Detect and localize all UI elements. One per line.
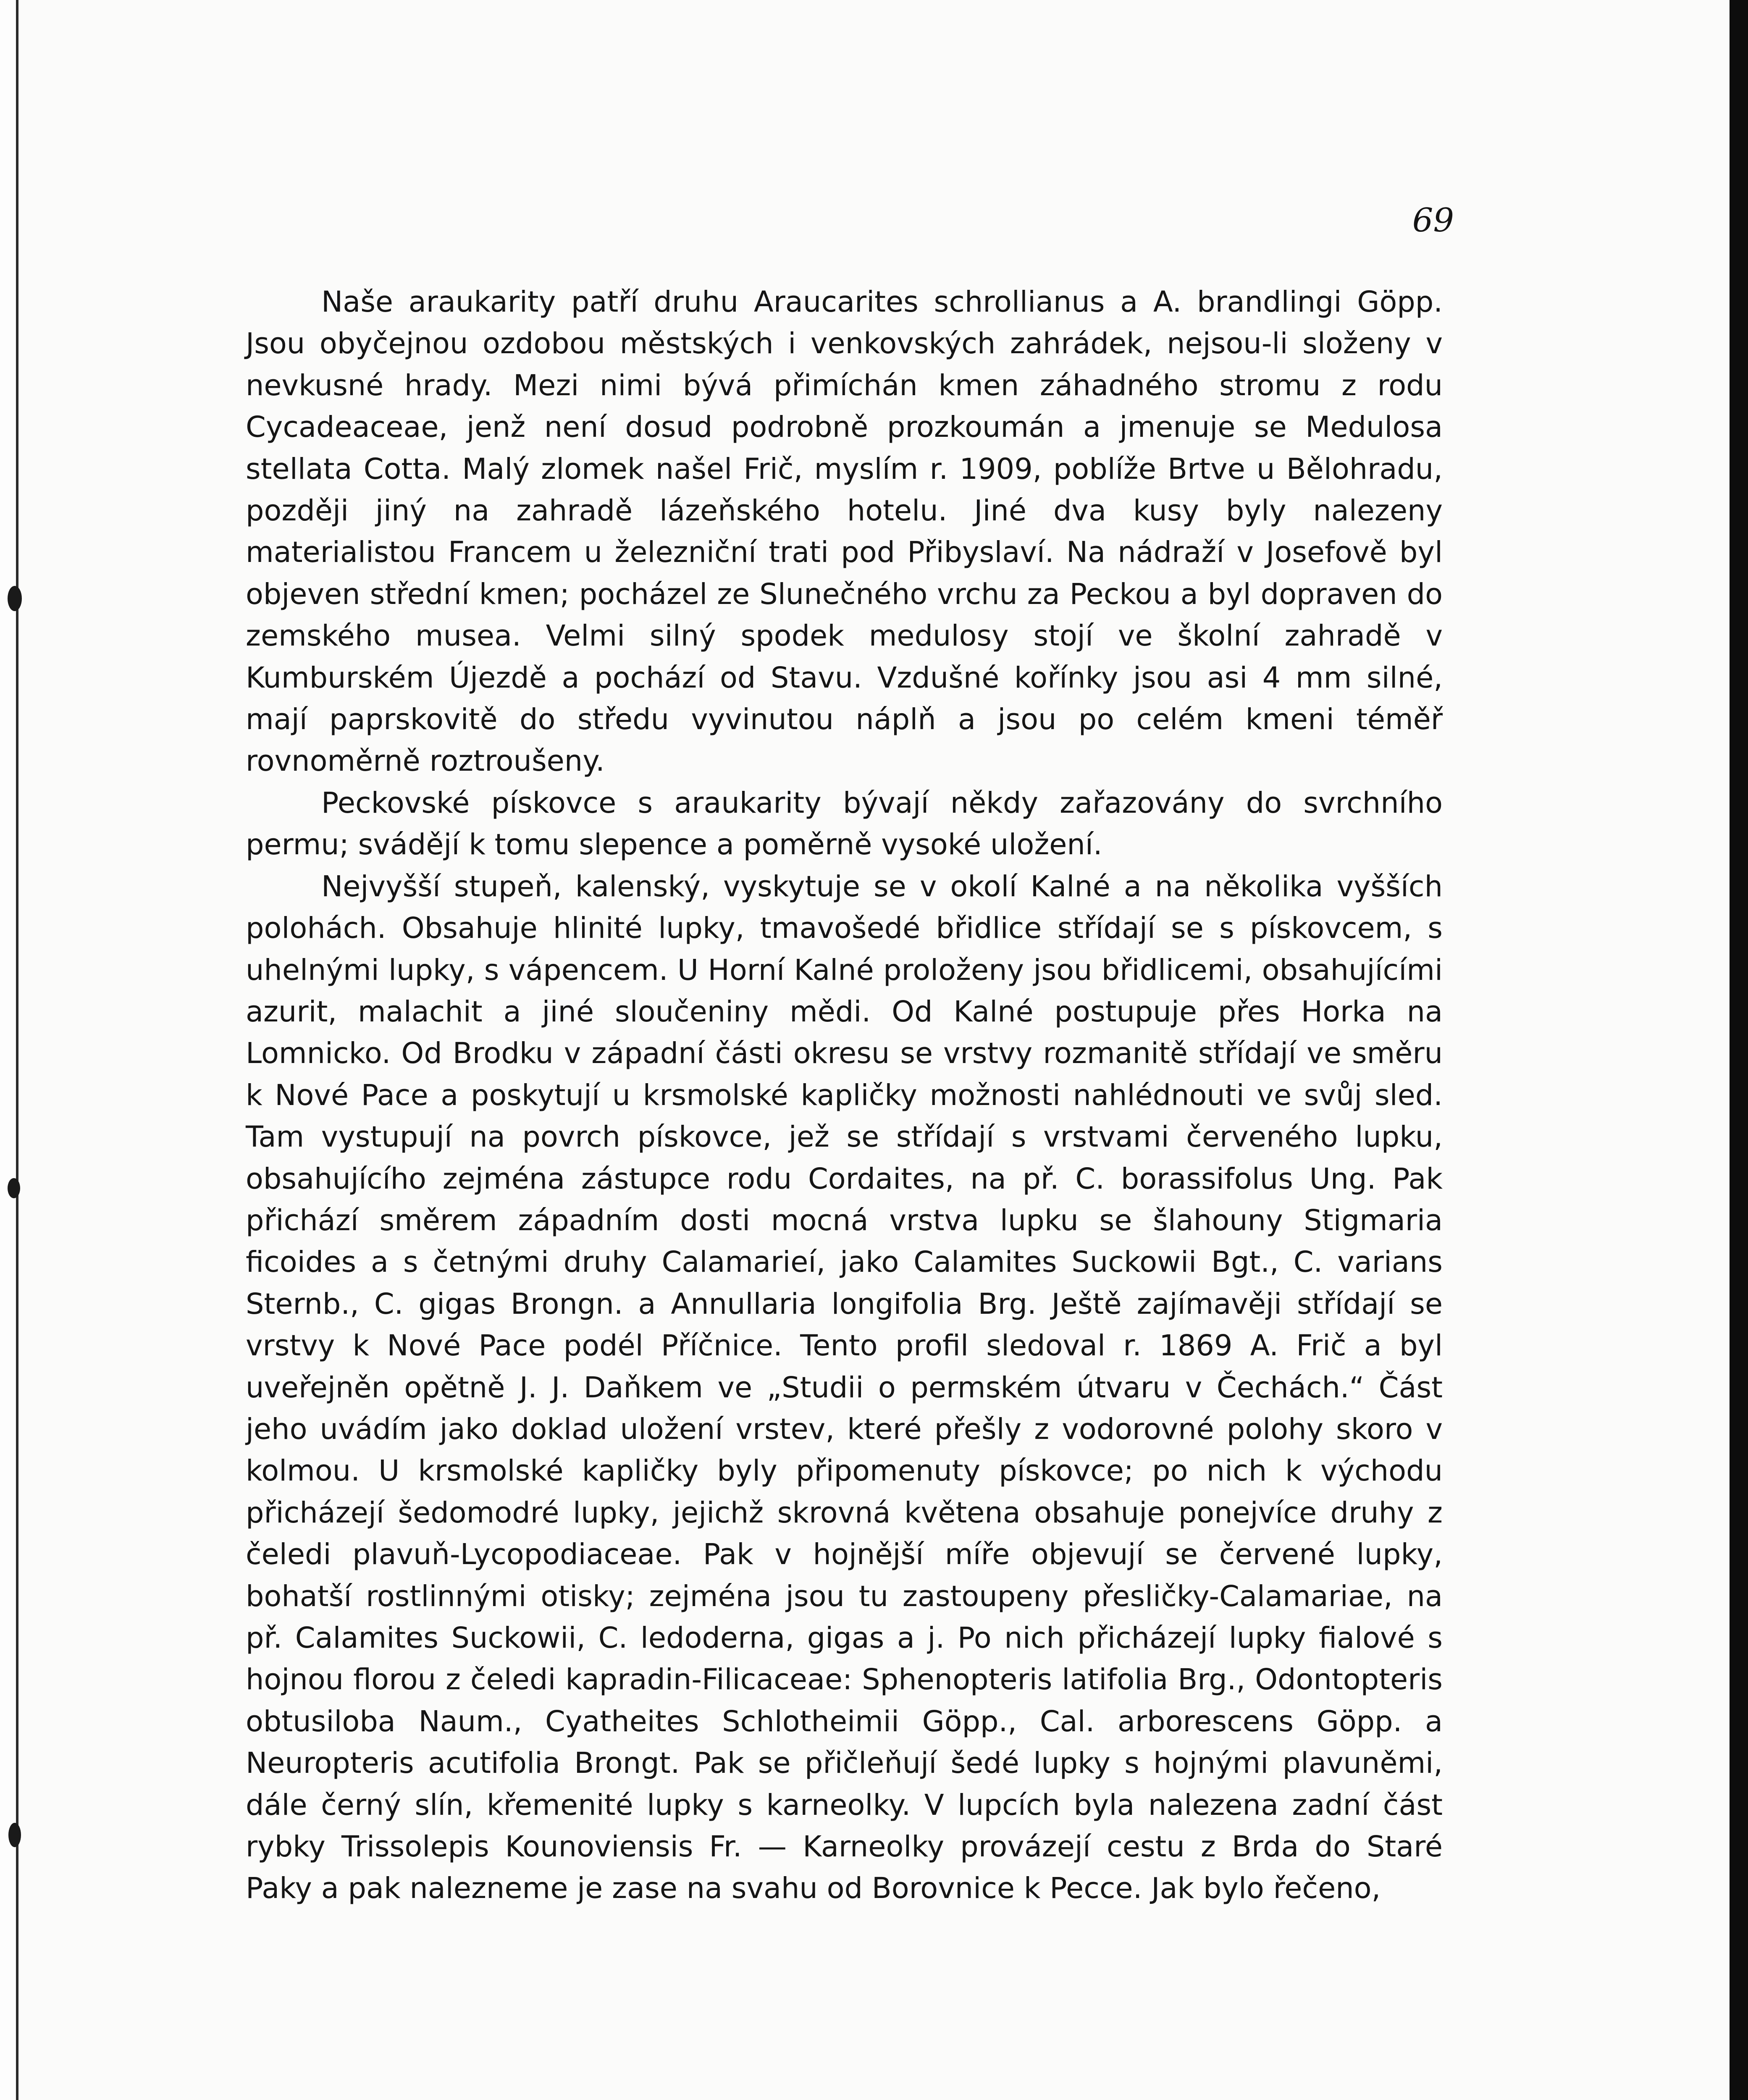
- page-number: 69: [1412, 202, 1454, 239]
- binding-hole-mark: [8, 1178, 20, 1198]
- paragraph: Naše araukarity patří druhu Araucarites schrollianus a A. brandlingi Göpp. Jsou obyčejnou ozdobou městských i venkovských zahrádek, nejsou-li složeny v nevkusné hrady. Mezi nimi bývá přimíchán kmen záhadného stromu z rodu Cycadeaceae, jenž není dosud podrobně prozkoumán a jmenuje se Medulosa stellata Cotta. Malý zlomek našel Frič, myslím r. 1909, poblíže Brtve u Bělohradu, později jiný na zahradě lázeňského hotelu. Jiné dva kusy byly nalezeny materialistou Francem u železniční trati pod Přibyslaví. Na nádraží v Josefově byl objeven střední kmen; pocházel ze Slunečného vrchu za Peckou a byl dopraven do zemského musea. Velmi silný spodek medulosy stojí ve školní zahradě v Kumburském Újezdě a pochází od Stavu. Vzdušné kořínky jsou asi 4 mm silné, mají paprskovitě do středu vyvinutou náplň a jsou po celém kmeni téměř rovnoměrně roztroušeny.: [246, 285, 1443, 778]
- page-left-edge: [0, 0, 18, 2100]
- body-text: [246, 281, 1443, 1910]
- binding-hole-mark: [8, 586, 22, 611]
- paragraph: Peckovské pískovce s araukarity bývají někdy zařazovány do svrchního permu; svádějí k tomu slepence a poměrně vysoké uložení.: [246, 786, 1443, 862]
- page-right-edge: [1730, 0, 1748, 2100]
- paragraph: Nejvyšší stupeň, kalenský, vyskytuje se v okolí Kalné a na několika vyšších polohách. Obsahuje hlinité lupky, tmavošedé břidlice střídají se s pískovcem, s uhelnými lupky, s vápencem. U Horní Kalné proloženy jsou břidlicemi, obsahujícími azurit, malachit a jiné sloučeniny mědi. Od Kalné postupuje přes Horka na Lomnicko. Od Brodku v západní části okresu se vrstvy rozmanitě střídají ve směru k Nové Pace a poskytují u krsmolské kapličky možnosti nahlédnouti ve svůj sled. Tam vystupují na povrch pískovce, jež se střídají s vrstvami červeného lupku, obsahujícího zejména zástupce rodu Cordaites, na př. C. borassifolus Ung. Pak přichází směrem západním dosti mocná vrstva lupku se šlahouny Stigmaria ficoides a s četnými druhy Calamarieí, jako Calamites Suckowii Bgt., C. varians Sternb., C. gigas Brongn. a Annullaria longifolia Brg. Ještě zajímavěji střídají se vrstvy k Nové Pace podél Příčnice. Tento profil sledoval r. 1869 A. Frič a byl uveřejněn opětně J. J. Daňkem ve „Studii o permském útvaru v Čechách.“ Část jeho uvádím jako doklad uložení vrstev, které přešly z vodorovné polohy skoro v kolmou. U krsmolské kapličky byly připomenuty pískovce; po nich k východu přicházejí šedomodré lupky, jejichž skrovná květena obsahuje ponejvíce druhy z čeledi plavuň-Lycopodiaceae. Pak v hojnější míře objevují se červené lupky, bohatší rostlinnými otisky; zejména jsou tu zastoupeny přesličky-Calamariae, na př. Calamites Suckowii, C. ledoderna, gigas a j. Po nich přicházejí lupky fialové s hojnou florou z čeledi kapradin-Filicaceae: Sphenopteris latifolia Brg., Odontopteris obtusiloba Naum., Cyatheites Schlotheimii Göpp., Cal. arborescens Göpp. a Neuropteris acutifolia Brongt. Pak se přičleňují šedé lupky s hojnými plavuněmi, dále černý slín, křemenité lupky s karneolky. V lupcích byla nalezena zadní část rybky Trissolepis Kounoviensis Fr. — Karneolky provázejí cestu z Brda do Staré Paky a pak nalezneme je zase na svahu od Borovnice k Pecce. Jak bylo řečeno,: [246, 869, 1443, 1906]
- binding-hole-mark: [8, 1823, 21, 1847]
